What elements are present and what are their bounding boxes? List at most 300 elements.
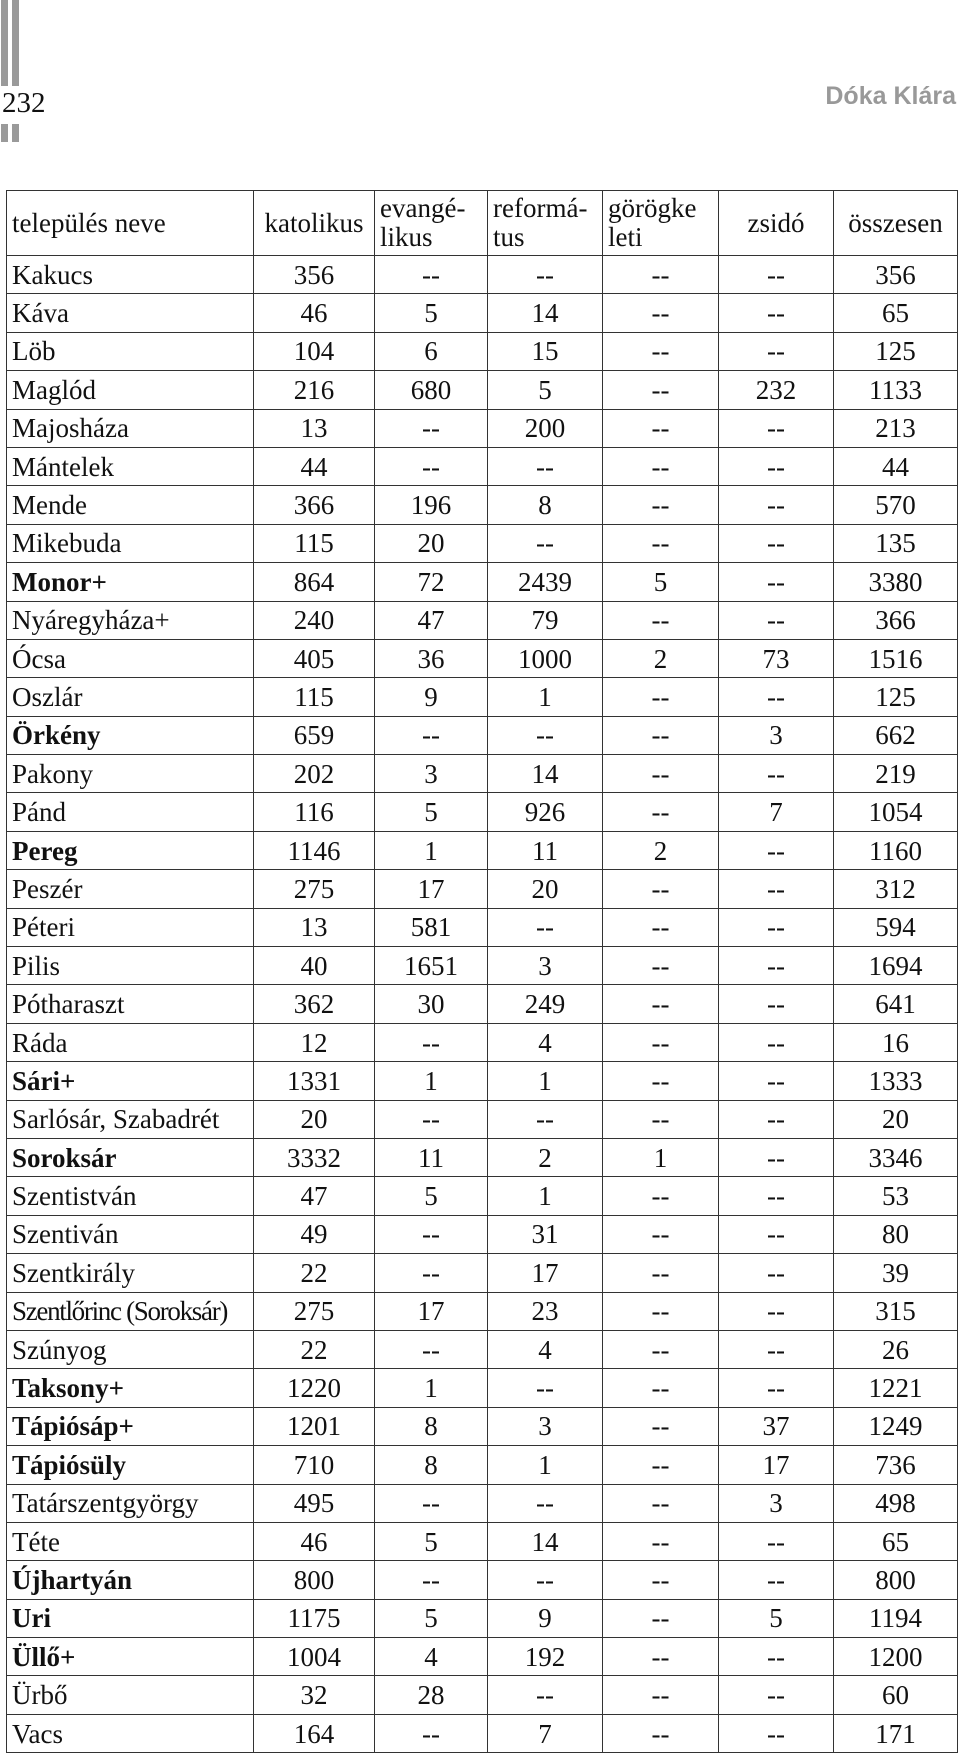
cell-gorogkeleti: -- <box>603 1638 719 1676</box>
cell-gorogkeleti: -- <box>603 716 719 754</box>
cell-osszesen: 44 <box>834 447 958 485</box>
cell-reformatus: 926 <box>488 793 603 831</box>
page-number: 232 <box>2 87 46 119</box>
table-row <box>7 1484 958 1522</box>
cell-evangelikus: 5 <box>375 1522 488 1560</box>
cell-osszesen: 641 <box>834 985 958 1023</box>
settlement-name-cell: Ürbő <box>7 1676 254 1714</box>
column-header-gorogkeleti <box>603 191 719 256</box>
cell-zsido: -- <box>719 1676 834 1714</box>
table-row <box>7 1599 958 1637</box>
cell-katolikus: 22 <box>254 1254 375 1292</box>
table-row <box>7 678 958 716</box>
settlement-name-cell: Maglód <box>7 371 254 409</box>
cell-katolikus: 1201 <box>254 1407 375 1445</box>
cell-evangelikus: -- <box>375 716 488 754</box>
cell-evangelikus: 9 <box>375 678 488 716</box>
cell-evangelikus: -- <box>375 256 488 294</box>
cell-evangelikus: -- <box>375 1561 488 1599</box>
cell-katolikus: 13 <box>254 409 375 447</box>
cell-zsido: -- <box>719 831 834 869</box>
settlement-name-cell: Vacs <box>7 1714 254 1752</box>
cell-evangelikus: 1 <box>375 1369 488 1407</box>
table-row <box>7 1062 958 1100</box>
table-row <box>7 1100 958 1138</box>
cell-osszesen: 1133 <box>834 371 958 409</box>
cell-osszesen: 39 <box>834 1254 958 1292</box>
cell-osszesen: 570 <box>834 486 958 524</box>
table-row <box>7 639 958 677</box>
cell-osszesen: 1194 <box>834 1599 958 1637</box>
cell-zsido: -- <box>719 563 834 601</box>
cell-gorogkeleti: -- <box>603 793 719 831</box>
cell-evangelikus: -- <box>375 447 488 485</box>
settlement-name-cell: Pánd <box>7 793 254 831</box>
page-edge-bar-top-1 <box>1 0 8 86</box>
cell-gorogkeleti: -- <box>603 755 719 793</box>
cell-reformatus: 1 <box>488 1062 603 1100</box>
cell-gorogkeleti: -- <box>603 1407 719 1445</box>
cell-evangelikus: 1 <box>375 831 488 869</box>
cell-evangelikus: -- <box>375 1714 488 1752</box>
table-row <box>7 1254 958 1292</box>
cell-katolikus: 405 <box>254 639 375 677</box>
cell-gorogkeleti: 2 <box>603 831 719 869</box>
cell-evangelikus: -- <box>375 1023 488 1061</box>
cell-reformatus: 15 <box>488 332 603 370</box>
settlement-name-cell: Kakucs <box>7 256 254 294</box>
cell-evangelikus: 11 <box>375 1138 488 1176</box>
cell-zsido: -- <box>719 409 834 447</box>
cell-osszesen: 125 <box>834 678 958 716</box>
cell-katolikus: 864 <box>254 563 375 601</box>
cell-katolikus: 1175 <box>254 1599 375 1637</box>
cell-reformatus: -- <box>488 524 603 562</box>
cell-evangelikus: 3 <box>375 755 488 793</box>
settlement-name-cell: Szentiván <box>7 1215 254 1253</box>
cell-osszesen: 53 <box>834 1177 958 1215</box>
cell-evangelikus: 1651 <box>375 947 488 985</box>
cell-gorogkeleti: -- <box>603 1446 719 1484</box>
cell-zsido: -- <box>719 601 834 639</box>
settlement-name-cell: Tatárszentgyörgy <box>7 1484 254 1522</box>
table-row <box>7 831 958 869</box>
cell-gorogkeleti: -- <box>603 524 719 562</box>
cell-reformatus: -- <box>488 1484 603 1522</box>
cell-osszesen: 3346 <box>834 1138 958 1176</box>
cell-zsido: 3 <box>719 716 834 754</box>
settlement-name-cell: Taksony+ <box>7 1369 254 1407</box>
cell-evangelikus: -- <box>375 1100 488 1138</box>
settlement-name-cell: Péteri <box>7 908 254 946</box>
settlement-name-cell: Tápiósáp+ <box>7 1407 254 1445</box>
cell-reformatus: 79 <box>488 601 603 639</box>
cell-zsido: -- <box>719 1330 834 1368</box>
cell-katolikus: 1146 <box>254 831 375 869</box>
cell-katolikus: 356 <box>254 256 375 294</box>
cell-osszesen: 1249 <box>834 1407 958 1445</box>
cell-zsido: 17 <box>719 1446 834 1484</box>
cell-katolikus: 275 <box>254 1292 375 1330</box>
cell-reformatus: -- <box>488 908 603 946</box>
table-row <box>7 1215 958 1253</box>
settlement-name-cell: Újhartyán <box>7 1561 254 1599</box>
cell-evangelikus: -- <box>375 1215 488 1253</box>
cell-osszesen: 1200 <box>834 1638 958 1676</box>
settlement-name-cell: Szentistván <box>7 1177 254 1215</box>
cell-gorogkeleti: -- <box>603 1254 719 1292</box>
table-row <box>7 1292 958 1330</box>
table-row <box>7 1561 958 1599</box>
cell-zsido: -- <box>719 447 834 485</box>
cell-katolikus: 13 <box>254 908 375 946</box>
cell-gorogkeleti: -- <box>603 601 719 639</box>
cell-gorogkeleti: -- <box>603 332 719 370</box>
cell-osszesen: 498 <box>834 1484 958 1522</box>
settlement-name-cell: Pakony <box>7 755 254 793</box>
cell-reformatus: 17 <box>488 1254 603 1292</box>
cell-katolikus: 1331 <box>254 1062 375 1100</box>
cell-katolikus: 104 <box>254 332 375 370</box>
cell-zsido: -- <box>719 1522 834 1560</box>
cell-zsido: 3 <box>719 1484 834 1522</box>
column-header-evangelikus-line2: likus <box>380 222 433 252</box>
cell-zsido: -- <box>719 908 834 946</box>
cell-reformatus: 2439 <box>488 563 603 601</box>
cell-zsido: 7 <box>719 793 834 831</box>
cell-osszesen: 65 <box>834 1522 958 1560</box>
cell-reformatus: 9 <box>488 1599 603 1637</box>
cell-katolikus: 49 <box>254 1215 375 1253</box>
cell-reformatus: -- <box>488 447 603 485</box>
settlement-name-cell: Oszlár <box>7 678 254 716</box>
table-row <box>7 1714 958 1752</box>
table-row <box>7 1638 958 1676</box>
cell-evangelikus: 30 <box>375 985 488 1023</box>
table-row <box>7 371 958 409</box>
cell-gorogkeleti: -- <box>603 486 719 524</box>
cell-reformatus: -- <box>488 1676 603 1714</box>
table-row <box>7 1023 958 1061</box>
settlement-name-cell: Mikebuda <box>7 524 254 562</box>
cell-katolikus: 12 <box>254 1023 375 1061</box>
page-edge-bar-bottom-1 <box>1 124 8 142</box>
table-row <box>7 1446 958 1484</box>
column-header-name: település neve <box>7 191 254 256</box>
settlement-name-cell: Sári+ <box>7 1062 254 1100</box>
cell-gorogkeleti: -- <box>603 1599 719 1637</box>
cell-gorogkeleti: -- <box>603 1522 719 1560</box>
cell-katolikus: 47 <box>254 1177 375 1215</box>
cell-osszesen: 800 <box>834 1561 958 1599</box>
settlement-name-cell: Üllő+ <box>7 1638 254 1676</box>
column-header-reformatus-line2: tus <box>493 222 525 252</box>
cell-evangelikus: 5 <box>375 1599 488 1637</box>
cell-gorogkeleti: -- <box>603 985 719 1023</box>
column-header-gorogkeleti-line1: görögke <box>608 193 697 223</box>
cell-gorogkeleti: -- <box>603 1676 719 1714</box>
table-row <box>7 755 958 793</box>
cell-evangelikus: 47 <box>375 601 488 639</box>
table-row <box>7 793 958 831</box>
cell-katolikus: 366 <box>254 486 375 524</box>
cell-evangelikus: -- <box>375 1484 488 1522</box>
cell-gorogkeleti: -- <box>603 947 719 985</box>
cell-osszesen: 315 <box>834 1292 958 1330</box>
settlement-name-cell: Monor+ <box>7 563 254 601</box>
cell-zsido: 37 <box>719 1407 834 1445</box>
cell-zsido: -- <box>719 1292 834 1330</box>
column-header-katolikus: katolikus <box>254 191 375 256</box>
cell-reformatus: 3 <box>488 1407 603 1445</box>
cell-gorogkeleti: 5 <box>603 563 719 601</box>
cell-gorogkeleti: 2 <box>603 639 719 677</box>
cell-reformatus: -- <box>488 1369 603 1407</box>
cell-osszesen: 135 <box>834 524 958 562</box>
column-header-gorogkeleti-line2: leti <box>608 222 643 252</box>
settlement-name-cell: Pótharaszt <box>7 985 254 1023</box>
cell-katolikus: 164 <box>254 1714 375 1752</box>
cell-reformatus: 11 <box>488 831 603 869</box>
table-row <box>7 1369 958 1407</box>
cell-zsido: 5 <box>719 1599 834 1637</box>
cell-gorogkeleti: -- <box>603 256 719 294</box>
cell-zsido: -- <box>719 1714 834 1752</box>
cell-reformatus: -- <box>488 256 603 294</box>
column-header-osszesen: összesen <box>834 191 958 256</box>
cell-reformatus: 3 <box>488 947 603 985</box>
cell-reformatus: 4 <box>488 1023 603 1061</box>
cell-evangelikus: 17 <box>375 870 488 908</box>
column-header-evangelikus-line1: evangé- <box>380 193 466 223</box>
cell-zsido: -- <box>719 870 834 908</box>
settlement-name-cell: Téte <box>7 1522 254 1560</box>
cell-reformatus: 5 <box>488 371 603 409</box>
cell-evangelikus: 5 <box>375 793 488 831</box>
cell-gorogkeleti: -- <box>603 1561 719 1599</box>
cell-zsido: -- <box>719 1561 834 1599</box>
cell-gorogkeleti: -- <box>603 1484 719 1522</box>
cell-zsido: -- <box>719 1100 834 1138</box>
cell-reformatus: -- <box>488 1100 603 1138</box>
settlement-name-cell: Ócsa <box>7 639 254 677</box>
cell-katolikus: 800 <box>254 1561 375 1599</box>
cell-zsido: -- <box>719 1177 834 1215</box>
cell-osszesen: 219 <box>834 755 958 793</box>
cell-reformatus: 8 <box>488 486 603 524</box>
cell-reformatus: 249 <box>488 985 603 1023</box>
cell-evangelikus: 8 <box>375 1446 488 1484</box>
cell-zsido: 73 <box>719 639 834 677</box>
column-header-reformatus <box>488 191 603 256</box>
cell-katolikus: 115 <box>254 678 375 716</box>
cell-zsido: -- <box>719 1369 834 1407</box>
cell-reformatus: 7 <box>488 1714 603 1752</box>
cell-gorogkeleti: -- <box>603 908 719 946</box>
table-row <box>7 1177 958 1215</box>
cell-osszesen: 16 <box>834 1023 958 1061</box>
page-edge-bar-bottom-2 <box>12 124 19 142</box>
cell-reformatus: 2 <box>488 1138 603 1176</box>
cell-katolikus: 40 <box>254 947 375 985</box>
cell-zsido: -- <box>719 332 834 370</box>
cell-katolikus: 22 <box>254 1330 375 1368</box>
cell-katolikus: 1004 <box>254 1638 375 1676</box>
cell-gorogkeleti: -- <box>603 1177 719 1215</box>
cell-zsido: 232 <box>719 371 834 409</box>
cell-reformatus: 192 <box>488 1638 603 1676</box>
cell-osszesen: 65 <box>834 294 958 332</box>
column-header-evangelikus <box>375 191 488 256</box>
cell-gorogkeleti: -- <box>603 371 719 409</box>
table-row <box>7 908 958 946</box>
cell-evangelikus: 1 <box>375 1062 488 1100</box>
cell-katolikus: 1220 <box>254 1369 375 1407</box>
cell-gorogkeleti: -- <box>603 1714 719 1752</box>
cell-osszesen: 1333 <box>834 1062 958 1100</box>
cell-zsido: -- <box>719 1638 834 1676</box>
cell-gorogkeleti: -- <box>603 409 719 447</box>
settlements-religion-table <box>6 190 958 1753</box>
cell-osszesen: 594 <box>834 908 958 946</box>
table-header-row <box>7 191 958 256</box>
cell-osszesen: 125 <box>834 332 958 370</box>
table-row <box>7 294 958 332</box>
cell-reformatus: 14 <box>488 294 603 332</box>
cell-osszesen: 1694 <box>834 947 958 985</box>
cell-osszesen: 1516 <box>834 639 958 677</box>
cell-osszesen: 20 <box>834 1100 958 1138</box>
settlement-name-cell: Uri <box>7 1599 254 1637</box>
cell-gorogkeleti: -- <box>603 678 719 716</box>
cell-zsido: -- <box>719 1023 834 1061</box>
settlement-name-cell: Káva <box>7 294 254 332</box>
cell-reformatus: 1000 <box>488 639 603 677</box>
cell-zsido: -- <box>719 755 834 793</box>
settlement-name-cell: Tápiósüly <box>7 1446 254 1484</box>
cell-evangelikus: 196 <box>375 486 488 524</box>
cell-zsido: -- <box>719 985 834 1023</box>
cell-katolikus: 46 <box>254 1522 375 1560</box>
cell-osszesen: 736 <box>834 1446 958 1484</box>
table-row <box>7 332 958 370</box>
table-row <box>7 563 958 601</box>
cell-evangelikus: 36 <box>375 639 488 677</box>
cell-evangelikus: 28 <box>375 1676 488 1714</box>
cell-katolikus: 362 <box>254 985 375 1023</box>
cell-katolikus: 216 <box>254 371 375 409</box>
cell-katolikus: 202 <box>254 755 375 793</box>
cell-zsido: -- <box>719 947 834 985</box>
table-row <box>7 1676 958 1714</box>
cell-gorogkeleti: -- <box>603 1100 719 1138</box>
cell-evangelikus: -- <box>375 1254 488 1292</box>
cell-osszesen: 213 <box>834 409 958 447</box>
cell-evangelikus: 5 <box>375 1177 488 1215</box>
cell-reformatus: 200 <box>488 409 603 447</box>
cell-katolikus: 710 <box>254 1446 375 1484</box>
cell-osszesen: 366 <box>834 601 958 639</box>
cell-reformatus: -- <box>488 1561 603 1599</box>
cell-evangelikus: 680 <box>375 371 488 409</box>
cell-evangelikus: -- <box>375 409 488 447</box>
cell-reformatus: 31 <box>488 1215 603 1253</box>
cell-osszesen: 356 <box>834 256 958 294</box>
settlement-name-cell: Sarlósár, Szabadrét <box>7 1100 254 1138</box>
cell-reformatus: 23 <box>488 1292 603 1330</box>
table-row <box>7 716 958 754</box>
table-row <box>7 947 958 985</box>
page-edge-bar-top-2 <box>12 0 19 86</box>
cell-evangelikus: 5 <box>375 294 488 332</box>
cell-gorogkeleti: -- <box>603 1330 719 1368</box>
table-row <box>7 1330 958 1368</box>
cell-katolikus: 275 <box>254 870 375 908</box>
cell-osszesen: 171 <box>834 1714 958 1752</box>
running-header-author: Dóka Klára <box>825 82 956 110</box>
cell-reformatus: -- <box>488 716 603 754</box>
cell-osszesen: 1160 <box>834 831 958 869</box>
column-header-zsido: zsidó <box>719 191 834 256</box>
table-row <box>7 1138 958 1176</box>
cell-osszesen: 80 <box>834 1215 958 1253</box>
table-row <box>7 1522 958 1560</box>
settlement-name-cell: Peszér <box>7 870 254 908</box>
settlement-name-cell: Ráda <box>7 1023 254 1061</box>
cell-evangelikus: -- <box>375 1330 488 1368</box>
cell-osszesen: 3380 <box>834 563 958 601</box>
cell-katolikus: 46 <box>254 294 375 332</box>
cell-zsido: -- <box>719 678 834 716</box>
cell-gorogkeleti: -- <box>603 1215 719 1253</box>
cell-osszesen: 1054 <box>834 793 958 831</box>
cell-katolikus: 240 <box>254 601 375 639</box>
column-header-reformatus-line1: reformá- <box>493 193 588 223</box>
table-row <box>7 870 958 908</box>
cell-evangelikus: 6 <box>375 332 488 370</box>
cell-reformatus: 14 <box>488 755 603 793</box>
cell-gorogkeleti: -- <box>603 1369 719 1407</box>
cell-evangelikus: 4 <box>375 1638 488 1676</box>
cell-gorogkeleti: -- <box>603 447 719 485</box>
table-row <box>7 524 958 562</box>
cell-evangelikus: 581 <box>375 908 488 946</box>
settlement-name-cell: Majosháza <box>7 409 254 447</box>
settlement-name-cell: Mende <box>7 486 254 524</box>
table-row <box>7 486 958 524</box>
cell-gorogkeleti: -- <box>603 294 719 332</box>
cell-zsido: -- <box>719 1254 834 1292</box>
settlement-name-cell: Szentlőrinc (Soroksár) <box>7 1292 254 1330</box>
cell-zsido: -- <box>719 524 834 562</box>
table-row <box>7 1407 958 1445</box>
cell-reformatus: 1 <box>488 1177 603 1215</box>
cell-katolikus: 116 <box>254 793 375 831</box>
cell-osszesen: 60 <box>834 1676 958 1714</box>
cell-gorogkeleti: -- <box>603 870 719 908</box>
table-row <box>7 985 958 1023</box>
cell-gorogkeleti: -- <box>603 1292 719 1330</box>
cell-zsido: -- <box>719 1138 834 1176</box>
cell-gorogkeleti: -- <box>603 1023 719 1061</box>
cell-zsido: -- <box>719 294 834 332</box>
cell-katolikus: 115 <box>254 524 375 562</box>
cell-katolikus: 32 <box>254 1676 375 1714</box>
cell-katolikus: 3332 <box>254 1138 375 1176</box>
settlement-name-cell: Mántelek <box>7 447 254 485</box>
settlement-name-cell: Örkény <box>7 716 254 754</box>
settlement-name-cell: Pereg <box>7 831 254 869</box>
